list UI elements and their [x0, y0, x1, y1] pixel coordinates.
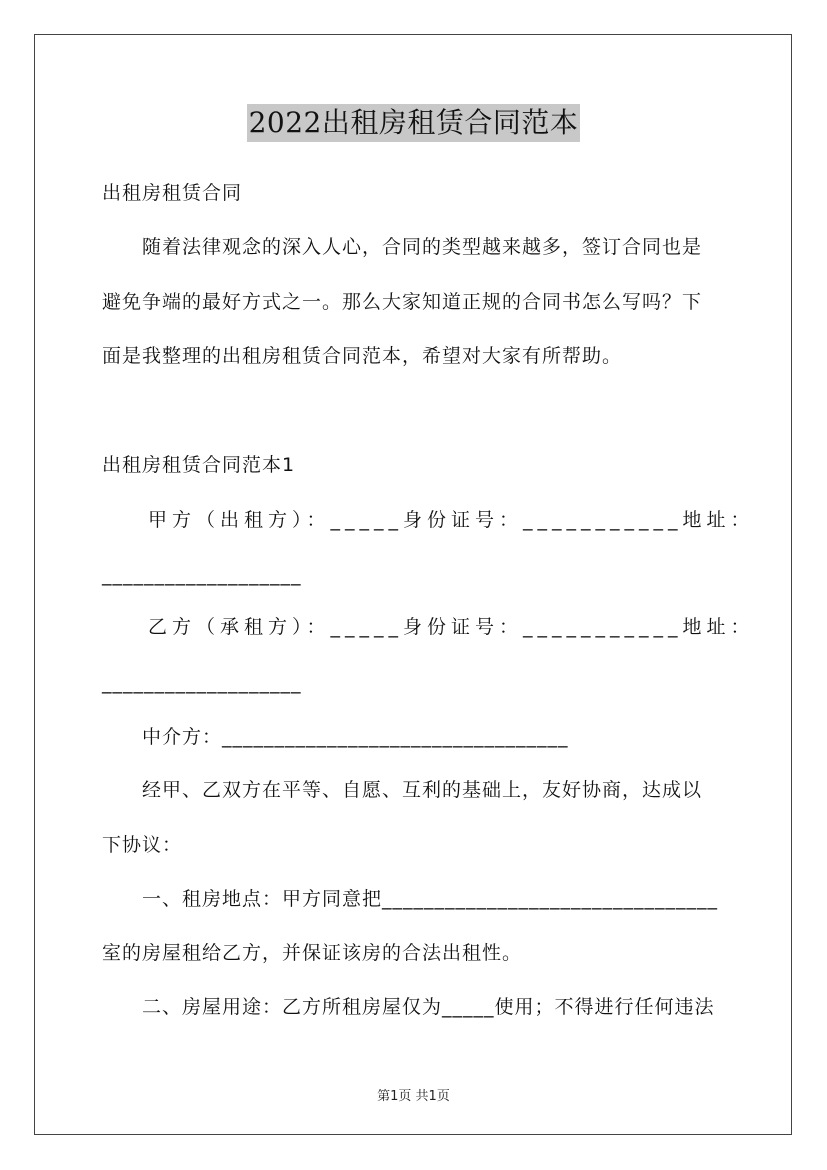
page-footer: 第1页 共1页: [377, 1089, 450, 1104]
contract-heading: 出租房租赁合同: [102, 182, 243, 204]
agent-line: 中介方：_________________________________: [142, 726, 569, 748]
title-container: [0, 104, 827, 142]
party-a-line-1: 甲方（出租方）：_____身份证号：___________地址：: [148, 509, 755, 531]
document-title: 2022出租房租赁合同范本: [247, 104, 581, 142]
intro-line-3: 面是我整理的出租房租赁合同范本，希望对大家有所帮助。: [102, 345, 623, 367]
section-title: 出租房租赁合同范本1: [102, 454, 296, 476]
clause-1-line-2: 室的房屋租给乙方，并保证该房的合法出租性。: [102, 942, 523, 964]
party-a-line-2: ___________________: [102, 564, 302, 586]
intro-line-2: 避免争端的最好方式之一。那么大家知道正规的合同书怎么写吗？下: [102, 291, 703, 313]
clause-2-line-1: 二、房屋用途：乙方所租房屋仅为_____使用；不得进行任何违法: [142, 996, 715, 1018]
intro-line-1: 随着法律观念的深入人心，合同的类型越来越多，签订合同也是: [142, 236, 703, 258]
agreement-line-1: 经甲、乙双方在平等、自愿、互利的基础上，友好协商，达成以: [142, 779, 703, 801]
clause-1-line-1: 一、租房地点：甲方同意把________________________________: [142, 888, 719, 910]
party-b-line-2: ___________________: [102, 672, 302, 694]
agreement-line-2: 下协议：: [102, 834, 183, 856]
party-b-line-1: 乙方（承租方）：_____身份证号：___________地址：: [148, 616, 755, 638]
